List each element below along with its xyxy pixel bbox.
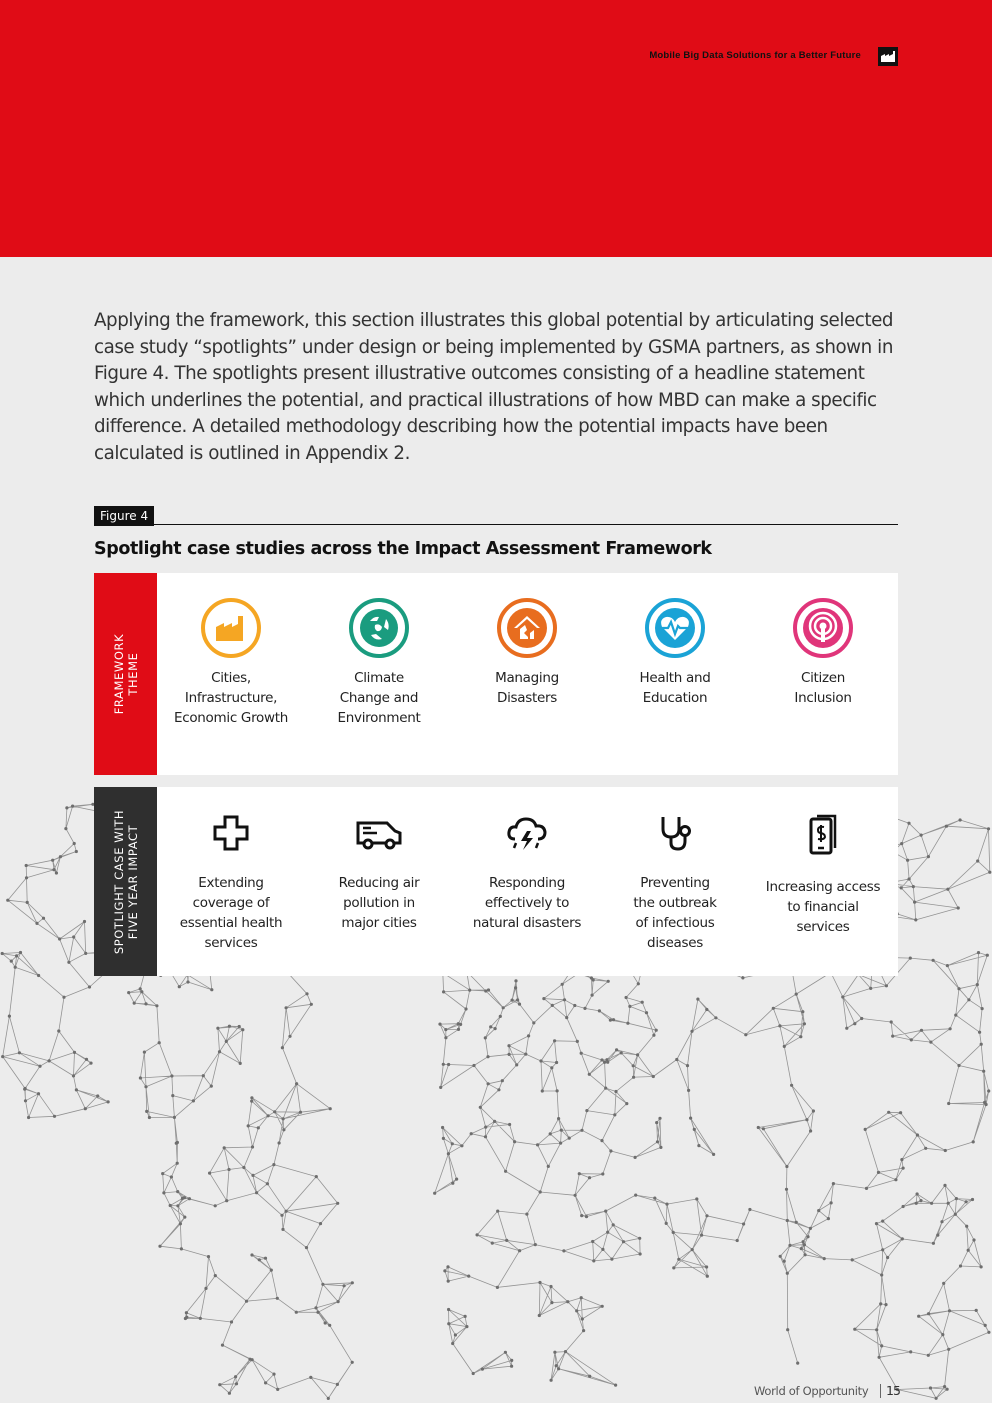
framework-theme-label: FRAMEWORK THEME (94, 573, 157, 775)
factory-icon (878, 47, 898, 66)
theme-cities: Cities, Infrastructure, Economic Growth (157, 597, 305, 728)
stethoscope-icon (655, 813, 695, 853)
figure-title: Spotlight case studies across the Impact Assessment Framework (94, 539, 712, 559)
mobile-money-icon (803, 813, 843, 857)
recycle-globe-icon (348, 597, 410, 659)
header-band (0, 0, 992, 257)
theme-health: Health and Education (601, 597, 749, 708)
broken-house-icon (496, 597, 558, 659)
theme-inclusion: Citizen Inclusion (749, 597, 897, 708)
footer-section-title: World of Opportunity (754, 1384, 869, 1398)
broadcast-icon (792, 597, 854, 659)
spotlight-natural-disasters: Responding effectively to natural disasters (453, 813, 601, 933)
figure-rule (94, 524, 898, 525)
theme-disasters: Managing Disasters (453, 597, 601, 708)
heartbeat-icon (644, 597, 706, 659)
running-title: Mobile Big Data Solutions for a Better Future (649, 50, 861, 61)
page-number: 15 (886, 1383, 900, 1398)
footer-divider (880, 1384, 881, 1398)
framework-theme-row (94, 573, 898, 775)
storm-cloud-icon (505, 813, 549, 853)
medical-cross-icon (211, 813, 251, 853)
intro-paragraph: Applying the framework, this section illustrates this global potential by articulating selected case study “spotlights” under design or being implemented by GSMA partners, as shown in Figure 4. The spotlights present illustrative outcomes consisting of a headline statement which underlines the potential, and practical illustrations of how MBD can make a specific difference. A detailed methodology describing how the potential impacts have been calculated is outlined in Appendix 2. (94, 310, 894, 464)
spotlight-air-pollution: Reducing air pollution in major cities (305, 813, 453, 933)
factory-icon (200, 597, 262, 659)
spotlight-financial-services: Increasing access to financial services (749, 813, 897, 937)
spotlight-case-label: SPOTLIGHT CASE WITH FIVE YEAR IMPACT (94, 787, 157, 976)
figure-tag: Figure 4 (94, 506, 154, 526)
spotlight-infectious-diseases: Preventing the outbreak of infectious diseases (601, 813, 749, 953)
theme-climate: Climate Change and Environment (305, 597, 453, 728)
spotlight-health-services: Extending coverage of essential health services (157, 813, 305, 953)
spotlight-case-row (94, 787, 898, 976)
van-icon (355, 813, 403, 853)
